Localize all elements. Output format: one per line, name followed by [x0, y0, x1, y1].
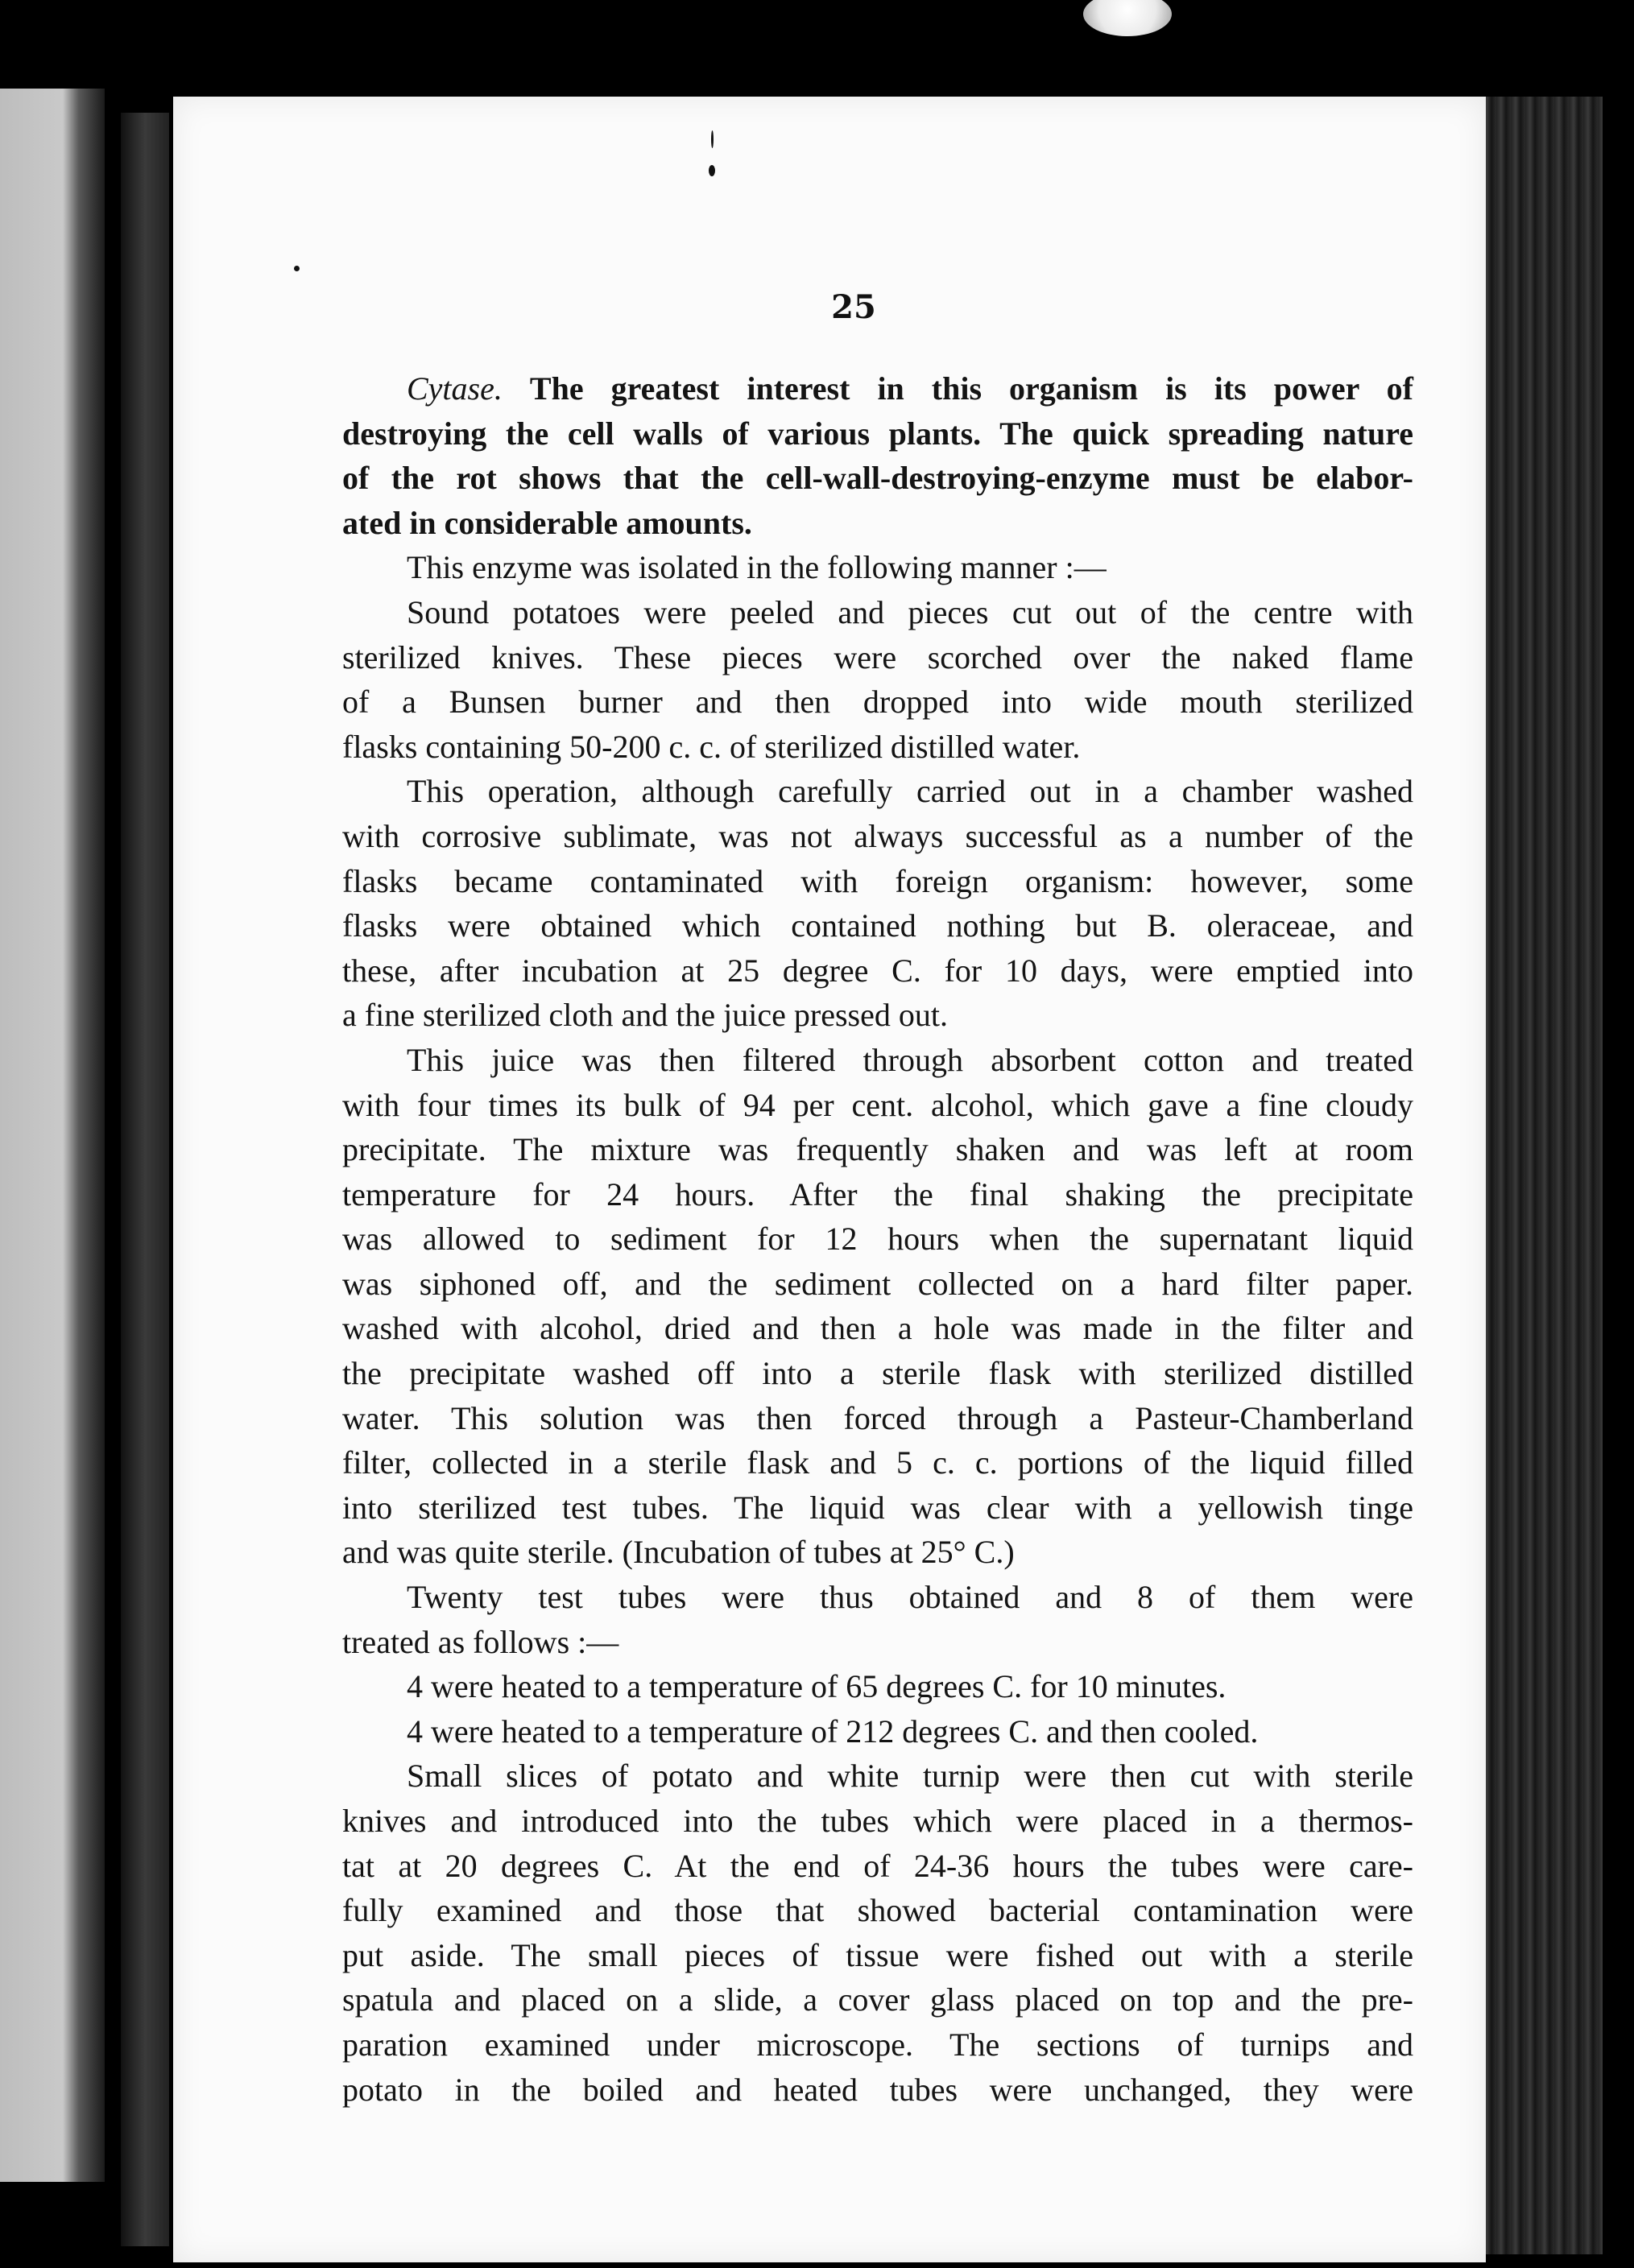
paragraph — [278, 1038, 1413, 1575]
text-line: of a Bunsen burner and then dropped into wide mouth sterilized — [342, 684, 1413, 721]
text-line: these, after incubation at 25 degree C. for 10 days, were emptied into — [342, 952, 1413, 989]
text-line: of the rot shows that the cell-wall-destroying-enzyme must be elabor- — [342, 460, 1413, 497]
text-line: 4 were heated to a temperature of 212 degrees C. and then cooled. — [407, 1712, 1259, 1750]
text-line: water. This solution was then forced through a Pasteur-Chamberland — [342, 1399, 1413, 1436]
text-line: a fine sterilized cloth and the juice pressed out. — [342, 997, 948, 1034]
text-line: Cytase. The greatest interest in this organism is its power of — [407, 370, 1414, 407]
text-line: tat at 20 degrees C. At the end of 24-36 hours the tubes were care- — [342, 1847, 1413, 1884]
text-line: Small slices of potato and white turnip were then cut with sterile — [407, 1758, 1413, 1795]
body-text — [278, 366, 1413, 2112]
text-line: flasks became contaminated with foreign organism: however, some — [342, 862, 1413, 899]
ink-speck — [294, 266, 300, 271]
text-line: Sound potatoes were peeled and pieces cut out of the centre with — [407, 593, 1413, 630]
text-line: sterilized knives. These pieces were scorched over the naked flame — [342, 638, 1413, 675]
text-line: with corrosive sublimate, was not always successful as a number of the — [342, 817, 1413, 854]
text-line: potato in the boiled and heated tubes were unchanged, they were — [342, 2071, 1413, 2108]
text-line: was allowed to sediment for 12 hours when the supernatant liquid — [342, 1221, 1413, 1258]
text-line: 4 were heated to a temperature of 65 degrees C. for 10 minutes. — [407, 1668, 1227, 1705]
text-line: ated in considerable amounts. — [342, 504, 752, 541]
text-line: paration examined under microscope. The sections of turnips and — [342, 2026, 1413, 2063]
paragraph — [278, 1575, 1413, 1664]
text-line: This juice was then filtered through absorbent cotton and treated — [407, 1041, 1413, 1078]
text-line: with four times its bulk of 94 per cent. alcohol, which gave a fine cloudy — [342, 1086, 1413, 1123]
text-line: put aside. The small pieces of tissue were fished out with a sterile — [342, 1936, 1413, 1973]
text-line: temperature for 24 hours. After the final shaking the precipitate — [342, 1175, 1413, 1212]
text-line: into sterilized test tubes. The liquid was clear with a yellowish tinge — [342, 1489, 1413, 1526]
page-number: 25 — [831, 288, 876, 326]
text-line: flasks were obtained which contained nothing but B. oleraceae, and — [342, 907, 1413, 944]
paragraph — [278, 366, 1413, 545]
text-line: and was quite sterile. (Incubation of tubes at 25° C.) — [342, 1534, 1015, 1571]
paragraph — [278, 545, 1413, 590]
text-line: filter, collected in a sterile flask and 5 c. c. portions of the liquid filled — [342, 1444, 1413, 1481]
text-line: flasks containing 50-200 c. c. of sterilized distilled water. — [342, 728, 1081, 765]
left-page-edge — [0, 89, 105, 2182]
text-line: precipitate. The mixture was frequently shaken and was left at room — [342, 1131, 1413, 1168]
paragraph — [278, 1754, 1413, 2112]
text-line: the precipitate washed off into a sterile flask with sterilized distilled — [342, 1355, 1413, 1392]
section-heading: Cytase. — [407, 370, 503, 407]
text-line: knives and introduced into the tubes which were placed in a thermos- — [342, 1803, 1413, 1839]
book-spine-shadow — [121, 113, 169, 2246]
text-line: spatula and placed on a slide, a cover glass placed on top and the pre- — [342, 1981, 1413, 2018]
text-line: This operation, although carefully carried out in a chamber washed — [407, 773, 1413, 810]
right-page-stack — [1482, 97, 1603, 2254]
text-line: This enzyme was isolated in the following manner :— — [407, 549, 1107, 586]
book-page — [173, 97, 1486, 2262]
text-line: destroying the cell walls of various plants. The quick spreading nature — [342, 415, 1413, 452]
ink-speck — [711, 130, 714, 148]
text-line: was siphoned off, and the sediment collected on a hard filter paper. — [342, 1265, 1413, 1302]
text-line: treated as follows :— — [342, 1623, 619, 1660]
paragraph — [278, 1664, 1413, 1709]
text-line: Twenty test tubes were thus obtained and 8 of them were — [407, 1579, 1413, 1616]
text-line: washed with alcohol, dried and then a hole was made in the filter and — [342, 1310, 1413, 1347]
text-line: fully examined and those that showed bacterial contamination were — [342, 1892, 1413, 1929]
ink-speck — [709, 165, 715, 176]
paragraph — [278, 1709, 1413, 1754]
paragraph — [278, 590, 1413, 769]
paragraph — [278, 769, 1413, 1038]
